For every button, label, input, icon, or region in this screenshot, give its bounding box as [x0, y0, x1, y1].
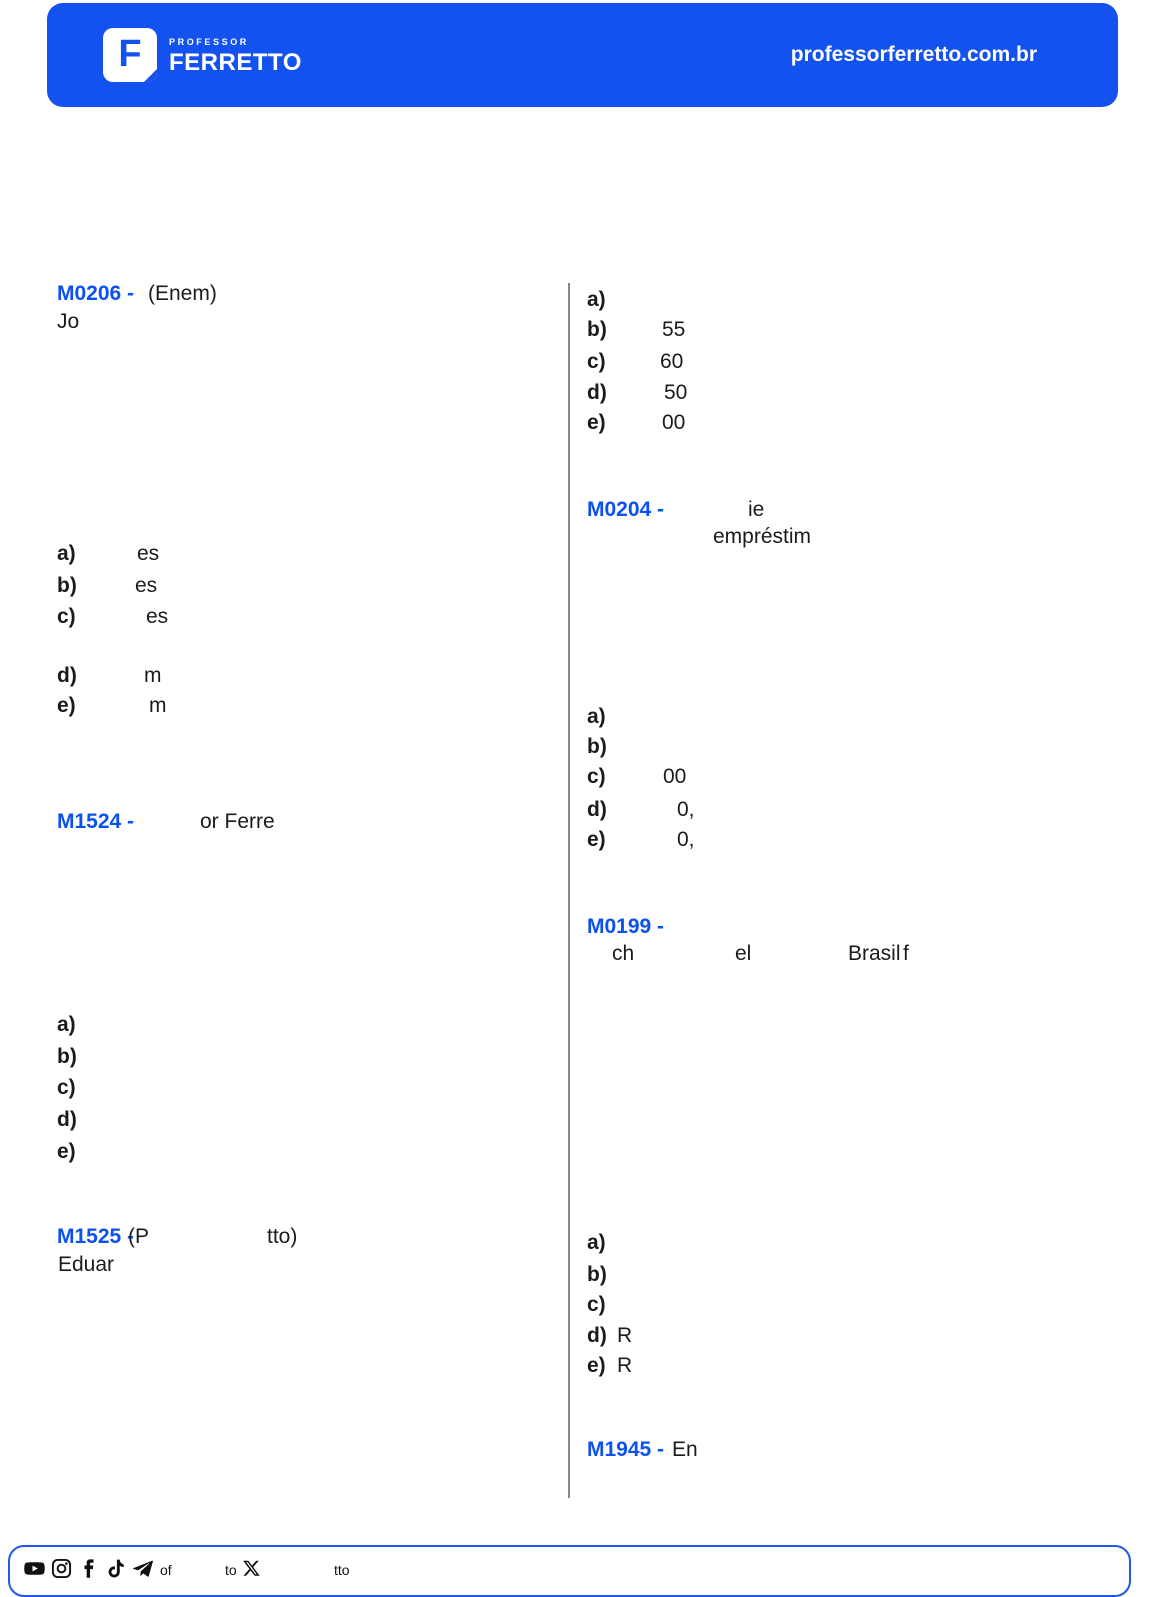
option-letter: a) [57, 1013, 76, 1036]
option-letter: b) [587, 1263, 607, 1286]
option-letter: d) [587, 1324, 607, 1347]
question-source-open: (P [128, 1225, 149, 1248]
option-letter: a) [587, 288, 606, 311]
option-letter: d) [587, 381, 607, 404]
option-letter: c) [587, 1293, 606, 1316]
option-text: es [135, 574, 158, 597]
header-bar [47, 3, 1118, 107]
option-text: 60 [660, 350, 684, 373]
option-text: m [149, 694, 167, 717]
option-letter: b) [587, 318, 607, 341]
question-source: (Enem) [148, 282, 217, 305]
facebook-icon[interactable] [78, 1558, 99, 1579]
question-code: M0206 - [57, 282, 135, 305]
footer-text-fragment: to [225, 1562, 237, 1578]
telegram-icon[interactable] [132, 1558, 153, 1579]
option-letter: b) [57, 574, 77, 597]
option-letter: d) [587, 798, 607, 821]
brand-label-professor: PROFESSOR [169, 37, 249, 47]
question-body-fragment: Jo [57, 310, 80, 333]
option-text: es [137, 542, 160, 565]
x-twitter-icon[interactable] [242, 1559, 261, 1578]
option-text: R [617, 1324, 633, 1347]
site-url[interactable]: professorferretto.com.br [790, 43, 1037, 66]
option-letter: e) [57, 1140, 76, 1163]
option-letter: e) [587, 411, 606, 434]
option-text: m [144, 664, 162, 687]
logo-letter: F [118, 33, 142, 75]
option-letter: d) [57, 664, 77, 687]
option-letter: a) [57, 542, 76, 565]
option-letter: a) [587, 705, 606, 728]
question-body-fragment: f [903, 942, 909, 965]
question-body-fragment: empréstim [713, 525, 812, 548]
tiktok-icon[interactable] [105, 1558, 126, 1579]
question-code: M1945 - [587, 1438, 665, 1461]
instagram-icon[interactable] [51, 1558, 72, 1579]
brand-logo-icon [103, 28, 157, 82]
question-code: M1524 - [57, 810, 135, 833]
option-letter: e) [587, 828, 606, 851]
footer-text-fragment: tto [334, 1562, 350, 1578]
option-letter: c) [57, 1076, 76, 1099]
youtube-icon[interactable] [24, 1558, 45, 1579]
question-code: M1525 - [57, 1225, 135, 1248]
logo-notch [144, 69, 157, 82]
option-letter: c) [587, 765, 606, 788]
option-letter: b) [587, 735, 607, 758]
option-letter: a) [587, 1231, 606, 1254]
option-letter: c) [57, 605, 76, 628]
question-body-fragment: Brasil [848, 942, 901, 965]
option-letter: b) [57, 1045, 77, 1068]
question-source-close: tto) [267, 1225, 298, 1248]
option-letter: d) [57, 1108, 77, 1131]
question-code: M0199 - [587, 915, 665, 938]
brand-logo [103, 28, 363, 82]
option-letter: c) [587, 350, 606, 373]
question-body-fragment: ie [748, 498, 765, 521]
question-body-fragment: Eduar [58, 1253, 115, 1276]
footer-text-fragment: of [160, 1562, 172, 1578]
option-text: 00 [662, 411, 686, 434]
option-text: 50 [664, 381, 688, 404]
brand-label-ferretto: FERRETTO [169, 49, 302, 76]
option-text: 55 [662, 318, 686, 341]
question-code: M0204 - [587, 498, 665, 521]
social-icons [24, 1558, 153, 1579]
option-text: R [617, 1354, 633, 1377]
option-text: 00 [663, 765, 687, 788]
option-letter: e) [587, 1354, 606, 1377]
footer-bar [8, 1545, 1131, 1597]
option-text: 0, [677, 798, 695, 821]
brand-wordmark [169, 37, 302, 77]
question-source-fragment: En [672, 1438, 698, 1461]
question-source-fragment: or Ferre [200, 810, 275, 833]
question-body-fragment: ch [612, 942, 635, 965]
question-body-fragment: el [735, 942, 752, 965]
option-text: es [146, 605, 169, 628]
option-text: 0, [677, 828, 695, 851]
option-letter: e) [57, 694, 76, 717]
column-divider [568, 283, 570, 1498]
